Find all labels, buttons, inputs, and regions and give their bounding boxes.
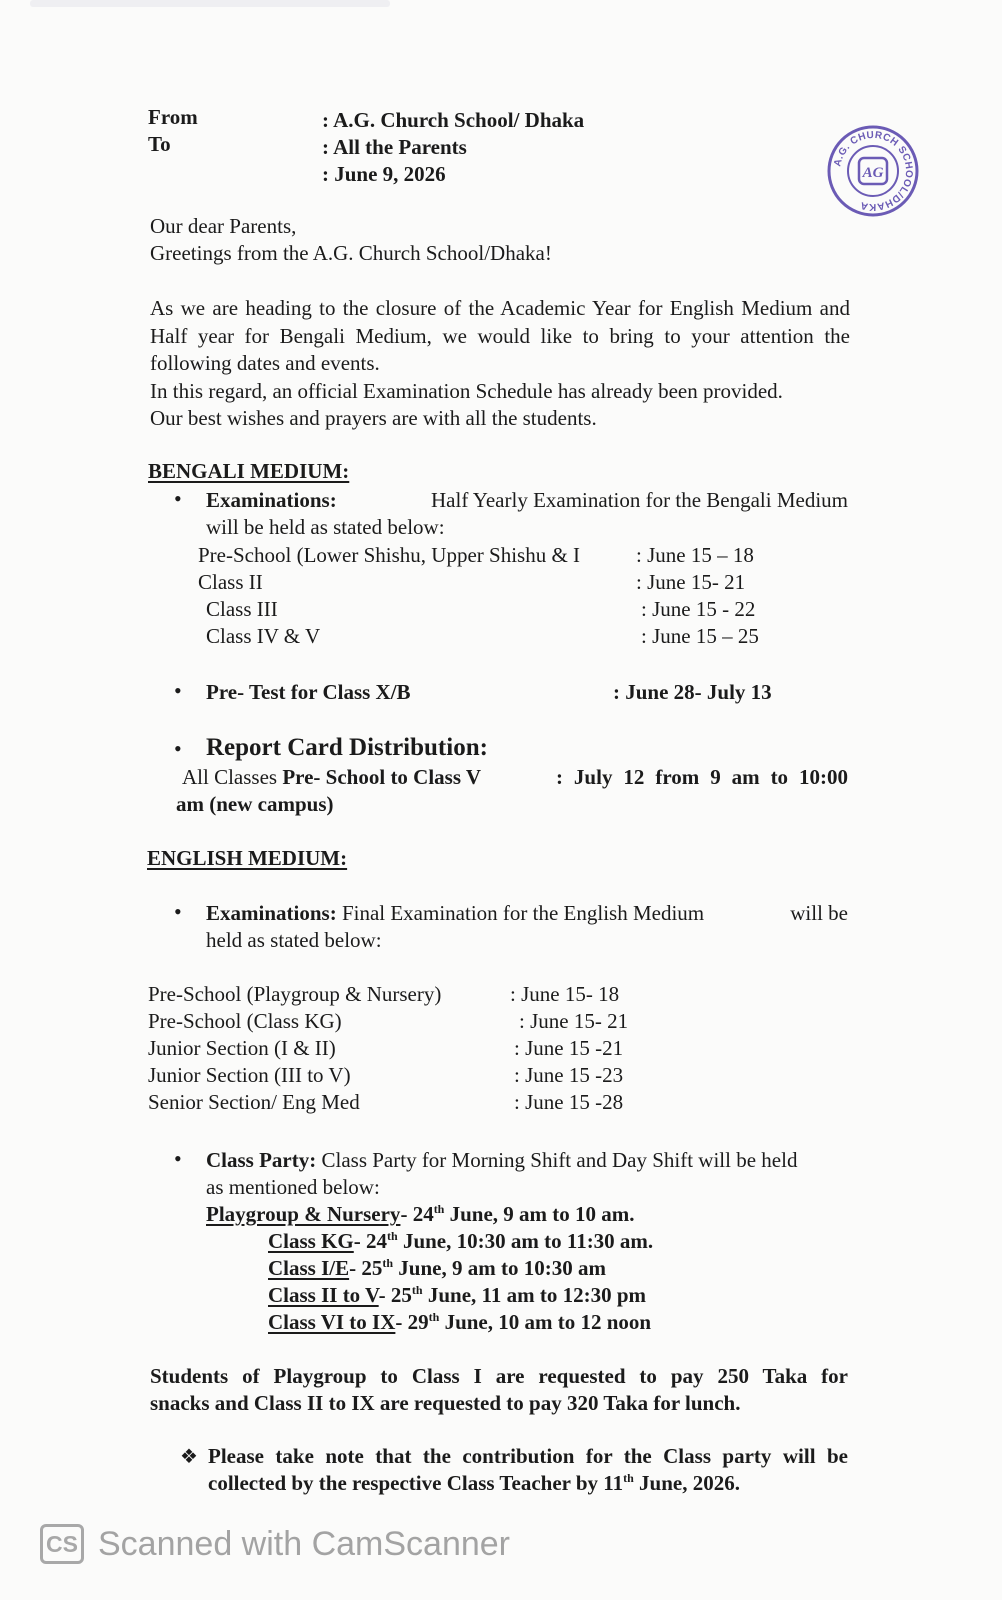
party-schedule-row: Class VI to IX- 29th June, 10 am to 12 noon bbox=[268, 1310, 652, 1334]
bengali-row-date: : June 15 – 18 bbox=[636, 543, 754, 567]
report-card-heading: Report Card Distribution: bbox=[206, 734, 488, 761]
english-exam-text: Final Examination for the English Medium bbox=[341, 901, 705, 925]
bengali-exam-text-2: will be held as stated below: bbox=[206, 515, 445, 539]
bullet-dot: • bbox=[174, 1146, 182, 1171]
greeting: Greetings from the A.G. Church School/Dhaka! bbox=[150, 241, 552, 265]
party-time: June, 10:30 am to 11:30 am. bbox=[397, 1229, 654, 1253]
note-line-2-b: June, 2026. bbox=[633, 1471, 740, 1495]
bengali-row-label: Class IV & V bbox=[206, 624, 321, 648]
english-exam-label: Examinations: bbox=[206, 901, 337, 925]
party-day-suffix: th bbox=[433, 1202, 445, 1216]
bengali-row-label: Class II bbox=[198, 570, 263, 594]
english-row-label: Junior Section (I & II) bbox=[148, 1036, 336, 1060]
date-value: : June 9, 2026 bbox=[322, 162, 446, 186]
camscanner-logo-icon: CS bbox=[40, 1524, 84, 1564]
intro-line-1: As we are heading to the closure of the Academic Year for English Medium and Half year for Bengali Medium, we would like to bring to your attention the following dates and events. bbox=[150, 296, 850, 375]
pretest-label: Pre- Test for Class X/B bbox=[206, 680, 411, 704]
note-line-1: Please take note that the contribution for the Class party will be bbox=[208, 1444, 848, 1468]
salutation: Our dear Parents, bbox=[150, 214, 297, 238]
bengali-row-date: : June 15- 21 bbox=[636, 570, 746, 594]
bengali-exam-label: Examinations: bbox=[206, 488, 337, 512]
bullet-dot: • bbox=[174, 736, 182, 761]
class-party-text: Class Party for Morning Shift and Day Shift will be held bbox=[321, 1148, 798, 1172]
bengali-row-date: : June 15 – 25 bbox=[641, 624, 759, 648]
party-day: 24 bbox=[366, 1229, 388, 1253]
report-date-continued: am (new campus) bbox=[176, 792, 334, 816]
english-row-label: Pre-School (Playgroup & Nursery) bbox=[148, 982, 442, 1006]
party-time: June, 9 am to 10 am. bbox=[444, 1202, 635, 1226]
payment-line-2: snacks and Class II to IX are requested to pay 320 Taka for lunch. bbox=[150, 1391, 741, 1415]
report-prefix: All Classes bbox=[182, 765, 283, 789]
intro-line-2: In this regard, an official Examination Schedule has already been provided. bbox=[150, 378, 783, 403]
english-exam-text-b: will be bbox=[790, 901, 848, 925]
from-value: : A.G. Church School/ Dhaka bbox=[322, 108, 585, 132]
bengali-medium-heading: BENGALI MEDIUM: bbox=[148, 459, 350, 483]
party-day-suffix: th bbox=[387, 1229, 398, 1243]
diamond-bullet-icon: ❖ bbox=[180, 1446, 198, 1468]
party-day-suffix: th bbox=[411, 1283, 423, 1297]
party-time: June, 11 am to 12:30 pm bbox=[422, 1283, 647, 1307]
bengali-exam-text: Half Yearly Examination for the Bengali Medium bbox=[431, 488, 848, 512]
pretest-date: : June 28- July 13 bbox=[613, 680, 772, 704]
bengali-row-label: Pre-School (Lower Shishu, Upper Shishu & I bbox=[198, 543, 581, 567]
scan-edge-mark bbox=[30, 0, 390, 7]
party-time: June, 10 am to 12 noon bbox=[439, 1310, 652, 1334]
party-day-suffix: th bbox=[428, 1310, 440, 1324]
bengali-row-label: Class III bbox=[206, 597, 278, 621]
bullet-dot: • bbox=[174, 899, 182, 924]
party-schedule-row: Class I/E- 25th June, 9 am to 10:30 am bbox=[268, 1256, 606, 1280]
english-row-date: : June 15 -21 bbox=[514, 1036, 624, 1060]
party-day: 24 bbox=[412, 1202, 434, 1226]
report-card-line bbox=[182, 765, 481, 790]
note-line-2 bbox=[208, 1471, 740, 1496]
english-exam-text-2: held as stated below: bbox=[206, 928, 382, 952]
party-day-suffix: th bbox=[382, 1256, 394, 1270]
seal-ring-text: A.G. CHURCH SCHOOL/DHAKA bbox=[832, 129, 915, 213]
bullet-dot: • bbox=[174, 486, 182, 511]
report-classes: Pre- School to Class V bbox=[282, 765, 482, 789]
school-seal-stamp bbox=[826, 124, 920, 218]
party-class: Class I/E bbox=[268, 1256, 350, 1280]
english-row-date: : June 15- 21 bbox=[519, 1009, 629, 1033]
party-class: Playgroup & Nursery bbox=[206, 1202, 401, 1226]
note-line-2-a: collected by the respective Class Teacher by 11 bbox=[208, 1471, 624, 1495]
party-day: 29 bbox=[407, 1310, 429, 1334]
english-row-label: Senior Section/ Eng Med bbox=[148, 1090, 360, 1114]
camscanner-text: Scanned with CamScanner bbox=[98, 1525, 511, 1563]
party-class: Class KG bbox=[268, 1229, 354, 1253]
party-day: 25 bbox=[361, 1256, 383, 1280]
english-row-date: : June 15 -23 bbox=[514, 1063, 624, 1087]
note-day-suffix: th bbox=[623, 1471, 634, 1485]
party-day: 25 bbox=[390, 1283, 412, 1307]
payment-line-1: Students of Playgroup to Class I are requested to pay 250 Taka for bbox=[150, 1364, 848, 1388]
bengali-row-date: : June 15 - 22 bbox=[641, 597, 756, 621]
party-time: June, 9 am to 10:30 am bbox=[393, 1256, 606, 1280]
bullet-dot: • bbox=[174, 678, 182, 703]
english-exam-line bbox=[206, 901, 848, 926]
class-party-line bbox=[206, 1148, 848, 1173]
class-party-text-2: as mentioned below: bbox=[206, 1175, 380, 1199]
intro-paragraph bbox=[150, 295, 850, 433]
party-schedule-row: Playgroup & Nursery- 24th June, 9 am to 10 am. bbox=[206, 1202, 635, 1226]
party-class: Class VI to IX bbox=[268, 1310, 396, 1334]
bengali-exam-line bbox=[206, 488, 848, 513]
english-row-date: : June 15- 18 bbox=[510, 982, 620, 1006]
intro-line-3: Our best wishes and prayers are with all the students. bbox=[150, 406, 597, 430]
from-label: From bbox=[148, 105, 198, 129]
party-schedule-row: Class KG- 24th June, 10:30 am to 11:30 am. bbox=[268, 1229, 654, 1253]
to-label: To bbox=[148, 132, 171, 156]
english-row-label: Pre-School (Class KG) bbox=[148, 1009, 342, 1033]
english-medium-heading: ENGLISH MEDIUM: bbox=[147, 846, 348, 870]
party-class: Class II to V bbox=[268, 1283, 379, 1307]
report-date: : July 12 from 9 am to 10:00 bbox=[556, 765, 848, 789]
english-row-date: : June 15 -28 bbox=[514, 1090, 624, 1114]
english-row-label: Junior Section (III to V) bbox=[148, 1063, 351, 1087]
seal-center-text: AG bbox=[862, 165, 884, 181]
party-schedule-row: Class II to V- 25th June, 11 am to 12:30 pm bbox=[268, 1283, 647, 1307]
class-party-label: Class Party: bbox=[206, 1148, 317, 1172]
to-value: : All the Parents bbox=[322, 135, 467, 159]
